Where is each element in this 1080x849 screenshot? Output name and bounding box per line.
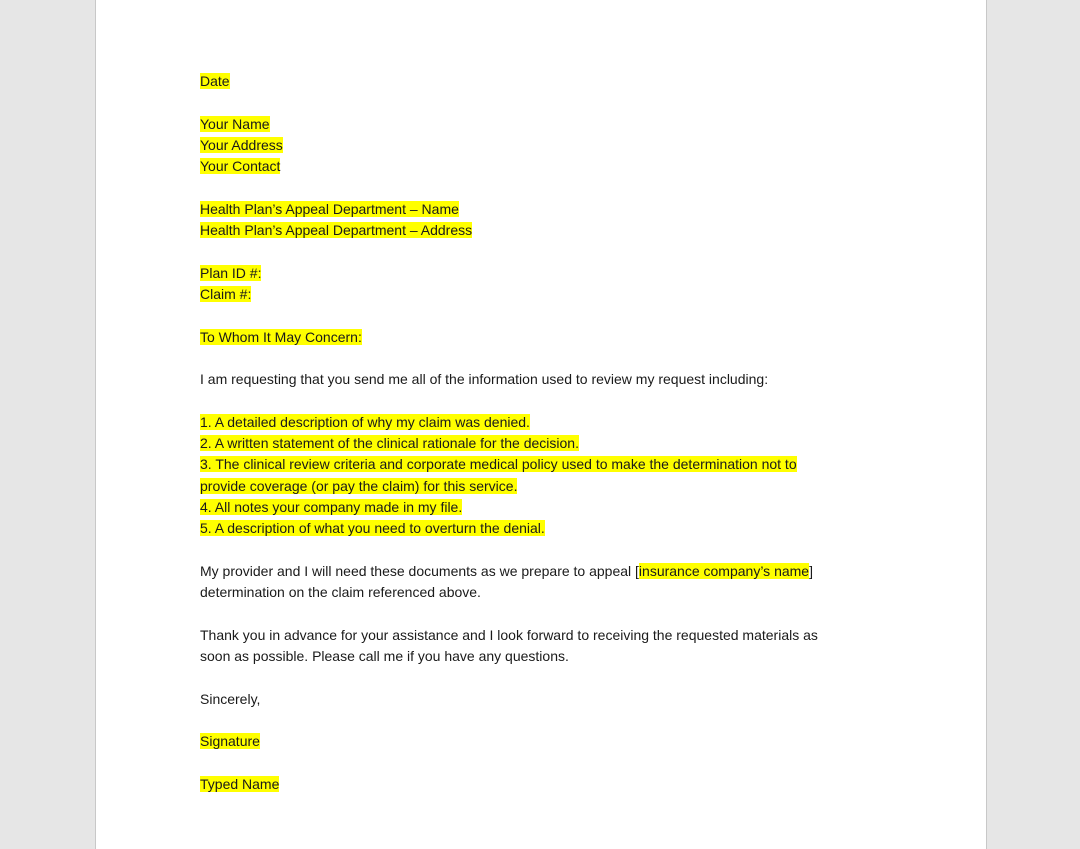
closing-line: Sincerely, [200, 690, 261, 707]
date-placeholder: Date [200, 73, 230, 89]
list-item-continuation [200, 476, 860, 497]
provider-paragraph-line: determination on the claim referenced above. [200, 584, 481, 601]
letter-body[interactable] [200, 71, 860, 795]
sender-contact-placeholder: Your Contact [200, 158, 281, 175]
list-item-text: 4. All notes your company made in my file. [200, 498, 463, 515]
provider-text: My provider and I will need these documents as we prepare to appeal [ [200, 562, 639, 579]
blank-line [200, 348, 860, 369]
signature-line [200, 731, 860, 752]
blank-line [200, 710, 860, 731]
sender-name-placeholder: Your Name [200, 115, 270, 132]
plan-id-placeholder: Plan ID #: [200, 264, 262, 281]
intro-paragraph: I am requesting that you send me all of the information used to review my request including: [200, 371, 769, 388]
plan-id-line [200, 263, 860, 284]
list-item-text: 1. A detailed description of why my claim was denied. [200, 413, 530, 430]
claim-number-line [200, 284, 860, 305]
list-item [200, 518, 860, 539]
blank-line [200, 540, 860, 561]
salutation: To Whom It May Concern: [200, 328, 362, 345]
blank-line [200, 177, 860, 198]
list-item-text: 3. The clinical review criteria and corporate medical policy used to make the determination not to [200, 456, 797, 473]
recipient-address-placeholder: Health Plan’s Appeal Department – Address [200, 222, 473, 239]
blank-line [200, 390, 860, 411]
recipient-name-line [200, 199, 860, 220]
date-line [200, 71, 860, 92]
blank-line [200, 241, 860, 262]
blank-line [200, 603, 860, 624]
recipient-name-placeholder: Health Plan’s Appeal Department – Name [200, 200, 459, 217]
recipient-address-line [200, 220, 860, 241]
insurance-company-placeholder: insurance company’s name [638, 562, 810, 579]
sender-contact-line [200, 156, 860, 177]
list-item-text: provide coverage (or pay the claim) for this service. [200, 477, 518, 494]
list-item [200, 433, 860, 454]
provider-text-bracket: ] [809, 562, 813, 579]
typed-name-line [200, 774, 860, 795]
document-page [95, 0, 987, 849]
provider-paragraph-line [200, 561, 860, 582]
blank-line [200, 753, 860, 774]
sender-address-placeholder: Your Address [200, 136, 283, 153]
blank-line [200, 92, 860, 113]
claim-number-placeholder: Claim #: [200, 285, 252, 302]
thanks-paragraph-line: Thank you in advance for your assistance and I look forward to receiving the requested materials as [200, 626, 818, 643]
blank-line [200, 305, 860, 326]
signature-placeholder: Signature [200, 733, 260, 750]
list-item [200, 412, 860, 433]
blank-line [200, 667, 860, 688]
list-item [200, 454, 860, 475]
sender-address-line [200, 135, 860, 156]
salutation-line [200, 327, 860, 348]
list-item [200, 497, 860, 518]
list-item-text: 2. A written statement of the clinical rationale for the decision. [200, 435, 579, 452]
thanks-paragraph-line: soon as possible. Please call me if you have any questions. [200, 648, 569, 665]
list-item-text: 5. A description of what you need to overturn the denial. [200, 520, 545, 537]
sender-name-line [200, 114, 860, 135]
typed-name-placeholder: Typed Name [200, 775, 280, 792]
